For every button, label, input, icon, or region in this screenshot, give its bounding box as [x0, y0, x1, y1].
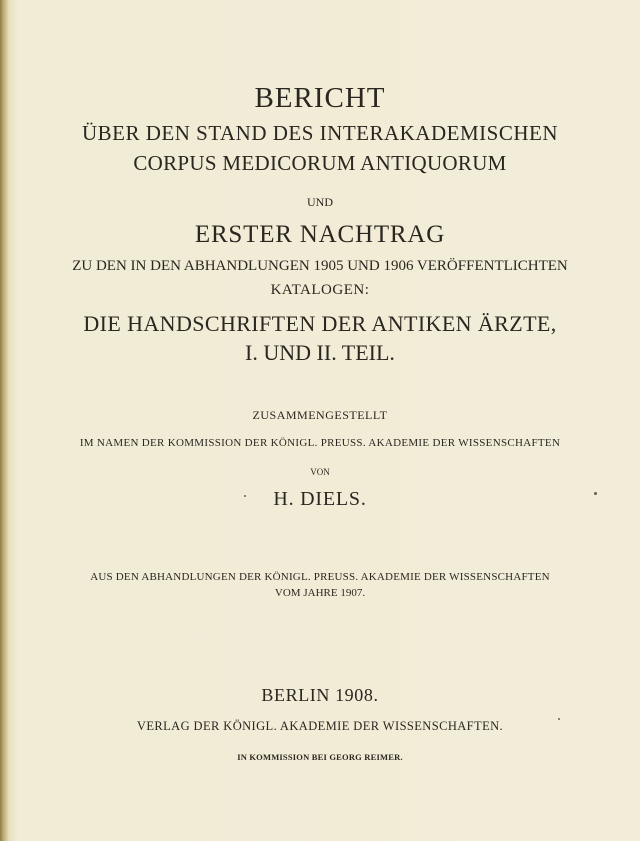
subtitle-line-2: CORPUS MEDICORUM ANTIQUORUM: [133, 151, 507, 175]
catalog-line-1: ZU DEN IN DEN ABHANDLUNGEN 1905 UND 1906 VERÖFFENTLICHTEN: [72, 258, 568, 274]
publisher-line: VERLAG DER KÖNIGL. AKADEMIE DER WISSENSCHAFTEN.: [136, 719, 504, 733]
catalog-line-2: KATALOGEN:: [270, 282, 370, 298]
author-name: H. DIELS.: [273, 488, 367, 510]
commission-line: IM NAMEN DER KOMMISSION DER KÖNIGL. PREUSS. AKADEMIE DER WISSENSCHAFTEN: [79, 437, 561, 449]
paper-speck: [594, 492, 597, 495]
by-label: VON: [310, 467, 330, 477]
distributor-line: IN KOMMISSION BEI GEORG REIMER.: [237, 752, 403, 762]
subtitle-line-1: ÜBER DEN STAND DES INTERAKADEMISCHEN: [82, 121, 558, 145]
compiled-label: ZUSAMMENGESTELLT: [252, 408, 388, 422]
nachtrag-heading: ERSTER NACHTRAG: [194, 221, 446, 248]
title: BERICHT: [254, 82, 386, 114]
paper-speck: [244, 495, 246, 497]
place-year: BERLIN 1908.: [261, 685, 379, 705]
paper-speck: [558, 718, 560, 720]
handschriften-line-2: I. UND II. TEIL.: [245, 340, 395, 365]
und-conjunction: UND: [307, 195, 333, 209]
source-line-1: AUS DEN ABHANDLUNGEN DER KÖNIGL. PREUSS. AKADEMIE DER WISSENSCHAFTEN: [90, 571, 550, 583]
handschriften-line-1: DIE HANDSCHRIFTEN DER ANTIKEN ÄRZTE,: [83, 311, 557, 336]
source-line-2: VOM JAHRE 1907.: [274, 587, 366, 599]
